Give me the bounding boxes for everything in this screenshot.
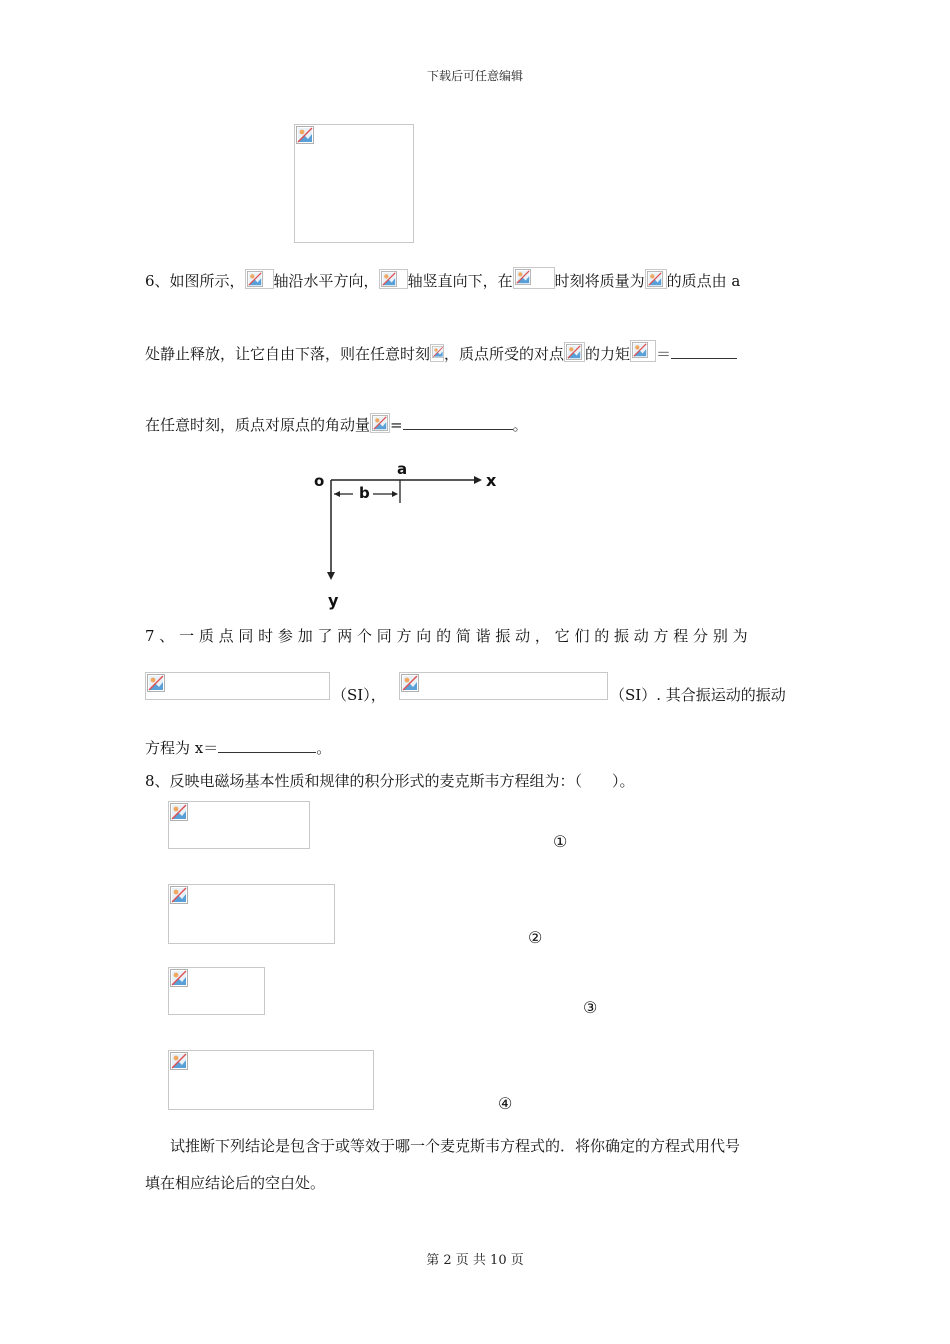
broken-image-icon (432, 346, 444, 358)
maxwell-equation-image-3 (168, 967, 265, 1015)
formula-image (564, 342, 585, 362)
point-a-label: a (397, 460, 408, 478)
formula-image (245, 269, 274, 289)
q6-line-1 (145, 267, 740, 291)
x-axis-label: x (486, 471, 497, 490)
broken-image-icon (372, 415, 388, 431)
q7-line-3 (145, 738, 331, 758)
q6-text: 轴竖直向下，在 (407, 272, 513, 290)
q7-line-1: 7 、 一 质 点 同 时 参 加 了 两 个 同 方 向 的 简 谐 振 动 ， 它 们 的 振 动 方 程 分 别 为 (145, 627, 748, 645)
q7-text: 方程为 x＝ (145, 739, 219, 757)
figure-image-placeholder (294, 124, 414, 243)
maxwell-equation-image-4 (168, 1050, 374, 1110)
answer-blank[interactable] (671, 344, 737, 359)
broken-image-icon (170, 803, 188, 821)
si-unit-text: （SI）. 其合振运动的振动 (610, 686, 786, 704)
si-unit-text: （SI）， (332, 686, 386, 704)
q6-text: 。 (512, 416, 528, 434)
broken-image-icon (401, 674, 419, 692)
q6-text: 6、如图所示， (145, 272, 245, 290)
equation-number-3: ③ (583, 998, 598, 1017)
broken-image-icon (515, 269, 531, 285)
q6-text: 在任意时刻，质点对原点的角动量 (145, 416, 371, 434)
broken-image-icon (247, 271, 263, 287)
q6-text: 的力矩 (585, 345, 631, 363)
formula-image (370, 413, 390, 433)
q6-text: ，质点所受的对点 (444, 345, 565, 363)
broken-image-icon (566, 344, 582, 360)
broken-image-icon (147, 674, 165, 692)
maxwell-equation-image-1 (168, 801, 310, 849)
answer-blank[interactable] (403, 415, 513, 430)
formula-image (513, 267, 555, 289)
coordinate-figure (304, 460, 512, 614)
equation-number-1: ① (553, 832, 568, 851)
origin-label: o (314, 472, 325, 490)
formula-image (630, 340, 656, 362)
q6-line-3 (145, 413, 528, 435)
broken-image-icon (170, 969, 188, 987)
broken-image-icon (170, 1052, 188, 1070)
broken-image-icon (647, 271, 663, 287)
formula-image (145, 672, 330, 700)
broken-image-icon (381, 271, 397, 287)
equation-number-2: ② (528, 928, 543, 947)
y-axis-label: y (328, 591, 339, 610)
page-header: 下载后可任意编辑 (426, 69, 523, 83)
q6-text: 处静止释放，让它自由下落，则在任意时刻 (145, 345, 431, 363)
q6-text: = (390, 416, 403, 434)
formula-image (645, 269, 667, 289)
answer-blank[interactable] (218, 738, 316, 753)
q6-line-2 (145, 340, 737, 364)
q7-text: 。 (316, 739, 332, 757)
instruction-line-1: 试推断下列结论是包含于或等效于哪一个麦克斯韦方程式的．将你确定的方程式用代号 (170, 1137, 741, 1155)
q6-text: 时刻将质量为 (554, 272, 645, 290)
formula-image (430, 344, 444, 362)
instruction-line-2: 填在相应结论后的空白处。 (145, 1174, 326, 1192)
formula-image (379, 269, 408, 289)
broken-image-icon (632, 342, 648, 358)
broken-image-icon (296, 126, 314, 144)
q6-text: 的质点由 a (666, 272, 741, 290)
page-footer: 第 2 页 共 10 页 (426, 1253, 524, 1268)
broken-image-icon (170, 886, 188, 904)
q8-line-1: 8、反映电磁场基本性质和规律的积分形式的麦克斯韦方程组为：（ ）。 (145, 772, 635, 790)
q6-text: ＝ (656, 345, 672, 363)
maxwell-equation-image-2 (168, 884, 335, 944)
distance-b-label: b (359, 484, 370, 502)
equation-number-4: ④ (498, 1094, 513, 1113)
q6-text: 轴沿水平方向， (273, 272, 379, 290)
formula-image (399, 672, 608, 700)
